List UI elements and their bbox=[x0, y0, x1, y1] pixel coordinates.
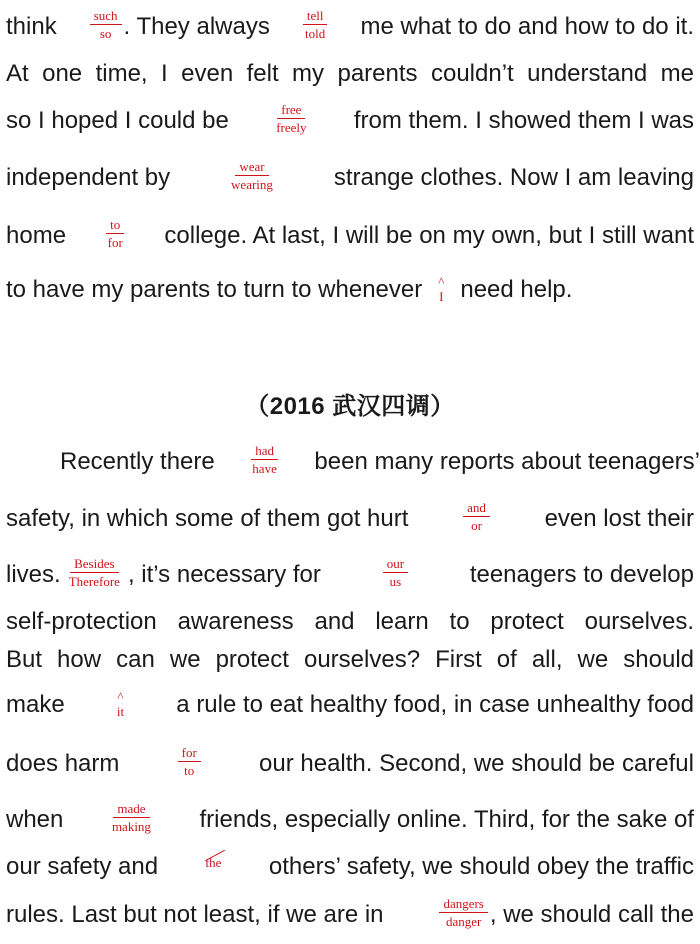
text-run: me what to do and how to do it. bbox=[360, 13, 694, 40]
text-run: independent by bbox=[6, 164, 171, 191]
text-run: safety, in which some of them got hurt bbox=[6, 505, 409, 532]
correction bbox=[439, 897, 487, 928]
corrected-word: told bbox=[305, 26, 326, 41]
text-run: But how can we protect ourselves? First of all, we should bbox=[6, 646, 694, 673]
corrected-word: Therefore bbox=[68, 574, 120, 589]
deleted-word: the bbox=[206, 849, 222, 877]
corrected-word: or bbox=[471, 518, 482, 533]
corrected-word: us bbox=[389, 574, 402, 589]
original-word: and bbox=[463, 501, 490, 517]
text-run: does harm bbox=[6, 750, 120, 777]
text-run: need help. bbox=[460, 276, 573, 303]
original-word: such bbox=[90, 9, 122, 25]
text-run: others’ safety, we should obey the traffic bbox=[268, 853, 694, 880]
text-line bbox=[6, 104, 694, 135]
original-word: Besides bbox=[70, 557, 118, 573]
text-run: to have my parents to turn to whenever bbox=[6, 276, 423, 303]
text-run: teenagers to develop bbox=[469, 561, 694, 588]
text-line bbox=[6, 219, 694, 250]
text-run: a rule to eat healthy food, in case unhealthy food bbox=[176, 691, 694, 718]
text-run: our safety and bbox=[6, 853, 159, 880]
original-word: dangers bbox=[439, 897, 487, 913]
text-run: make bbox=[6, 691, 65, 718]
original-word: made bbox=[113, 802, 149, 818]
text-line bbox=[6, 803, 694, 834]
text-line bbox=[6, 558, 694, 589]
text-run: when bbox=[6, 806, 64, 833]
correction bbox=[112, 802, 151, 833]
caret-icon: ^ bbox=[438, 274, 445, 289]
section-heading: （2016 武汉四调） bbox=[245, 393, 455, 420]
correction bbox=[303, 9, 328, 40]
text-run: friends, especially online. Third, for the sake of bbox=[199, 806, 694, 833]
text-line bbox=[6, 10, 694, 41]
caret-icon: ^ bbox=[117, 689, 124, 704]
original-word: to bbox=[106, 218, 124, 234]
corrected-word: wearing bbox=[231, 177, 273, 192]
corrected-word: danger bbox=[445, 914, 482, 929]
text-line bbox=[6, 161, 694, 192]
correction bbox=[178, 746, 201, 777]
corrected-word: for bbox=[107, 235, 123, 250]
correction bbox=[90, 9, 122, 40]
text-run: , it’s necessary for bbox=[127, 561, 321, 588]
text-run: been many reports about teenagers’ bbox=[314, 448, 700, 475]
text-run: college. At last, I will be on my own, but I still want bbox=[164, 222, 694, 249]
text-line bbox=[6, 898, 694, 929]
original-word: wear bbox=[235, 160, 268, 176]
original-word: for bbox=[178, 746, 201, 762]
text-line bbox=[60, 445, 700, 476]
correction bbox=[106, 218, 124, 249]
text-run: . They always bbox=[123, 13, 270, 40]
text-line bbox=[6, 60, 694, 88]
corrected-word: have bbox=[252, 461, 277, 476]
correction bbox=[231, 160, 273, 191]
text-run: Recently there bbox=[60, 448, 215, 475]
correction bbox=[383, 557, 408, 588]
text-run: , we should call the bbox=[489, 901, 694, 928]
correction bbox=[69, 557, 120, 588]
corrected-word: so bbox=[99, 26, 112, 41]
text-line bbox=[6, 502, 694, 533]
original-word: free bbox=[277, 103, 305, 119]
text-line bbox=[6, 276, 694, 304]
original-word: had bbox=[251, 444, 278, 460]
text-line bbox=[6, 853, 694, 881]
original-word: tell bbox=[303, 9, 328, 25]
text-run: our health. Second, we should be careful bbox=[259, 750, 694, 777]
text-line bbox=[6, 747, 694, 778]
text-run: from them. I showed them I was bbox=[353, 107, 694, 134]
correction bbox=[276, 103, 306, 134]
insertion-mark bbox=[434, 275, 448, 303]
text-run: so I hoped I could be bbox=[6, 107, 229, 134]
inserted-word: I bbox=[439, 289, 444, 304]
text-run: rules. Last but not least, if we are in bbox=[6, 901, 384, 928]
text-run: strange clothes. Now I am leaving bbox=[333, 164, 694, 191]
corrected-word: to bbox=[184, 763, 195, 778]
text-run: home bbox=[6, 222, 67, 249]
text-run: At one time, I even felt my parents couldn’t understand me bbox=[6, 60, 694, 87]
text-line bbox=[6, 608, 694, 636]
text-run: think bbox=[6, 13, 57, 40]
text-run: self-protection awareness and learn to protect ourselves. bbox=[6, 608, 694, 635]
text-line bbox=[6, 691, 694, 719]
text-line bbox=[6, 646, 694, 674]
text-run: lives. bbox=[6, 561, 61, 588]
corrected-word: freely bbox=[276, 120, 307, 135]
original-word: our bbox=[383, 557, 408, 573]
correction bbox=[463, 501, 490, 532]
inserted-word: it bbox=[116, 704, 125, 719]
corrected-word: making bbox=[111, 819, 151, 834]
text-run: even lost their bbox=[544, 505, 694, 532]
correction bbox=[251, 444, 278, 475]
insertion-mark bbox=[113, 690, 127, 718]
